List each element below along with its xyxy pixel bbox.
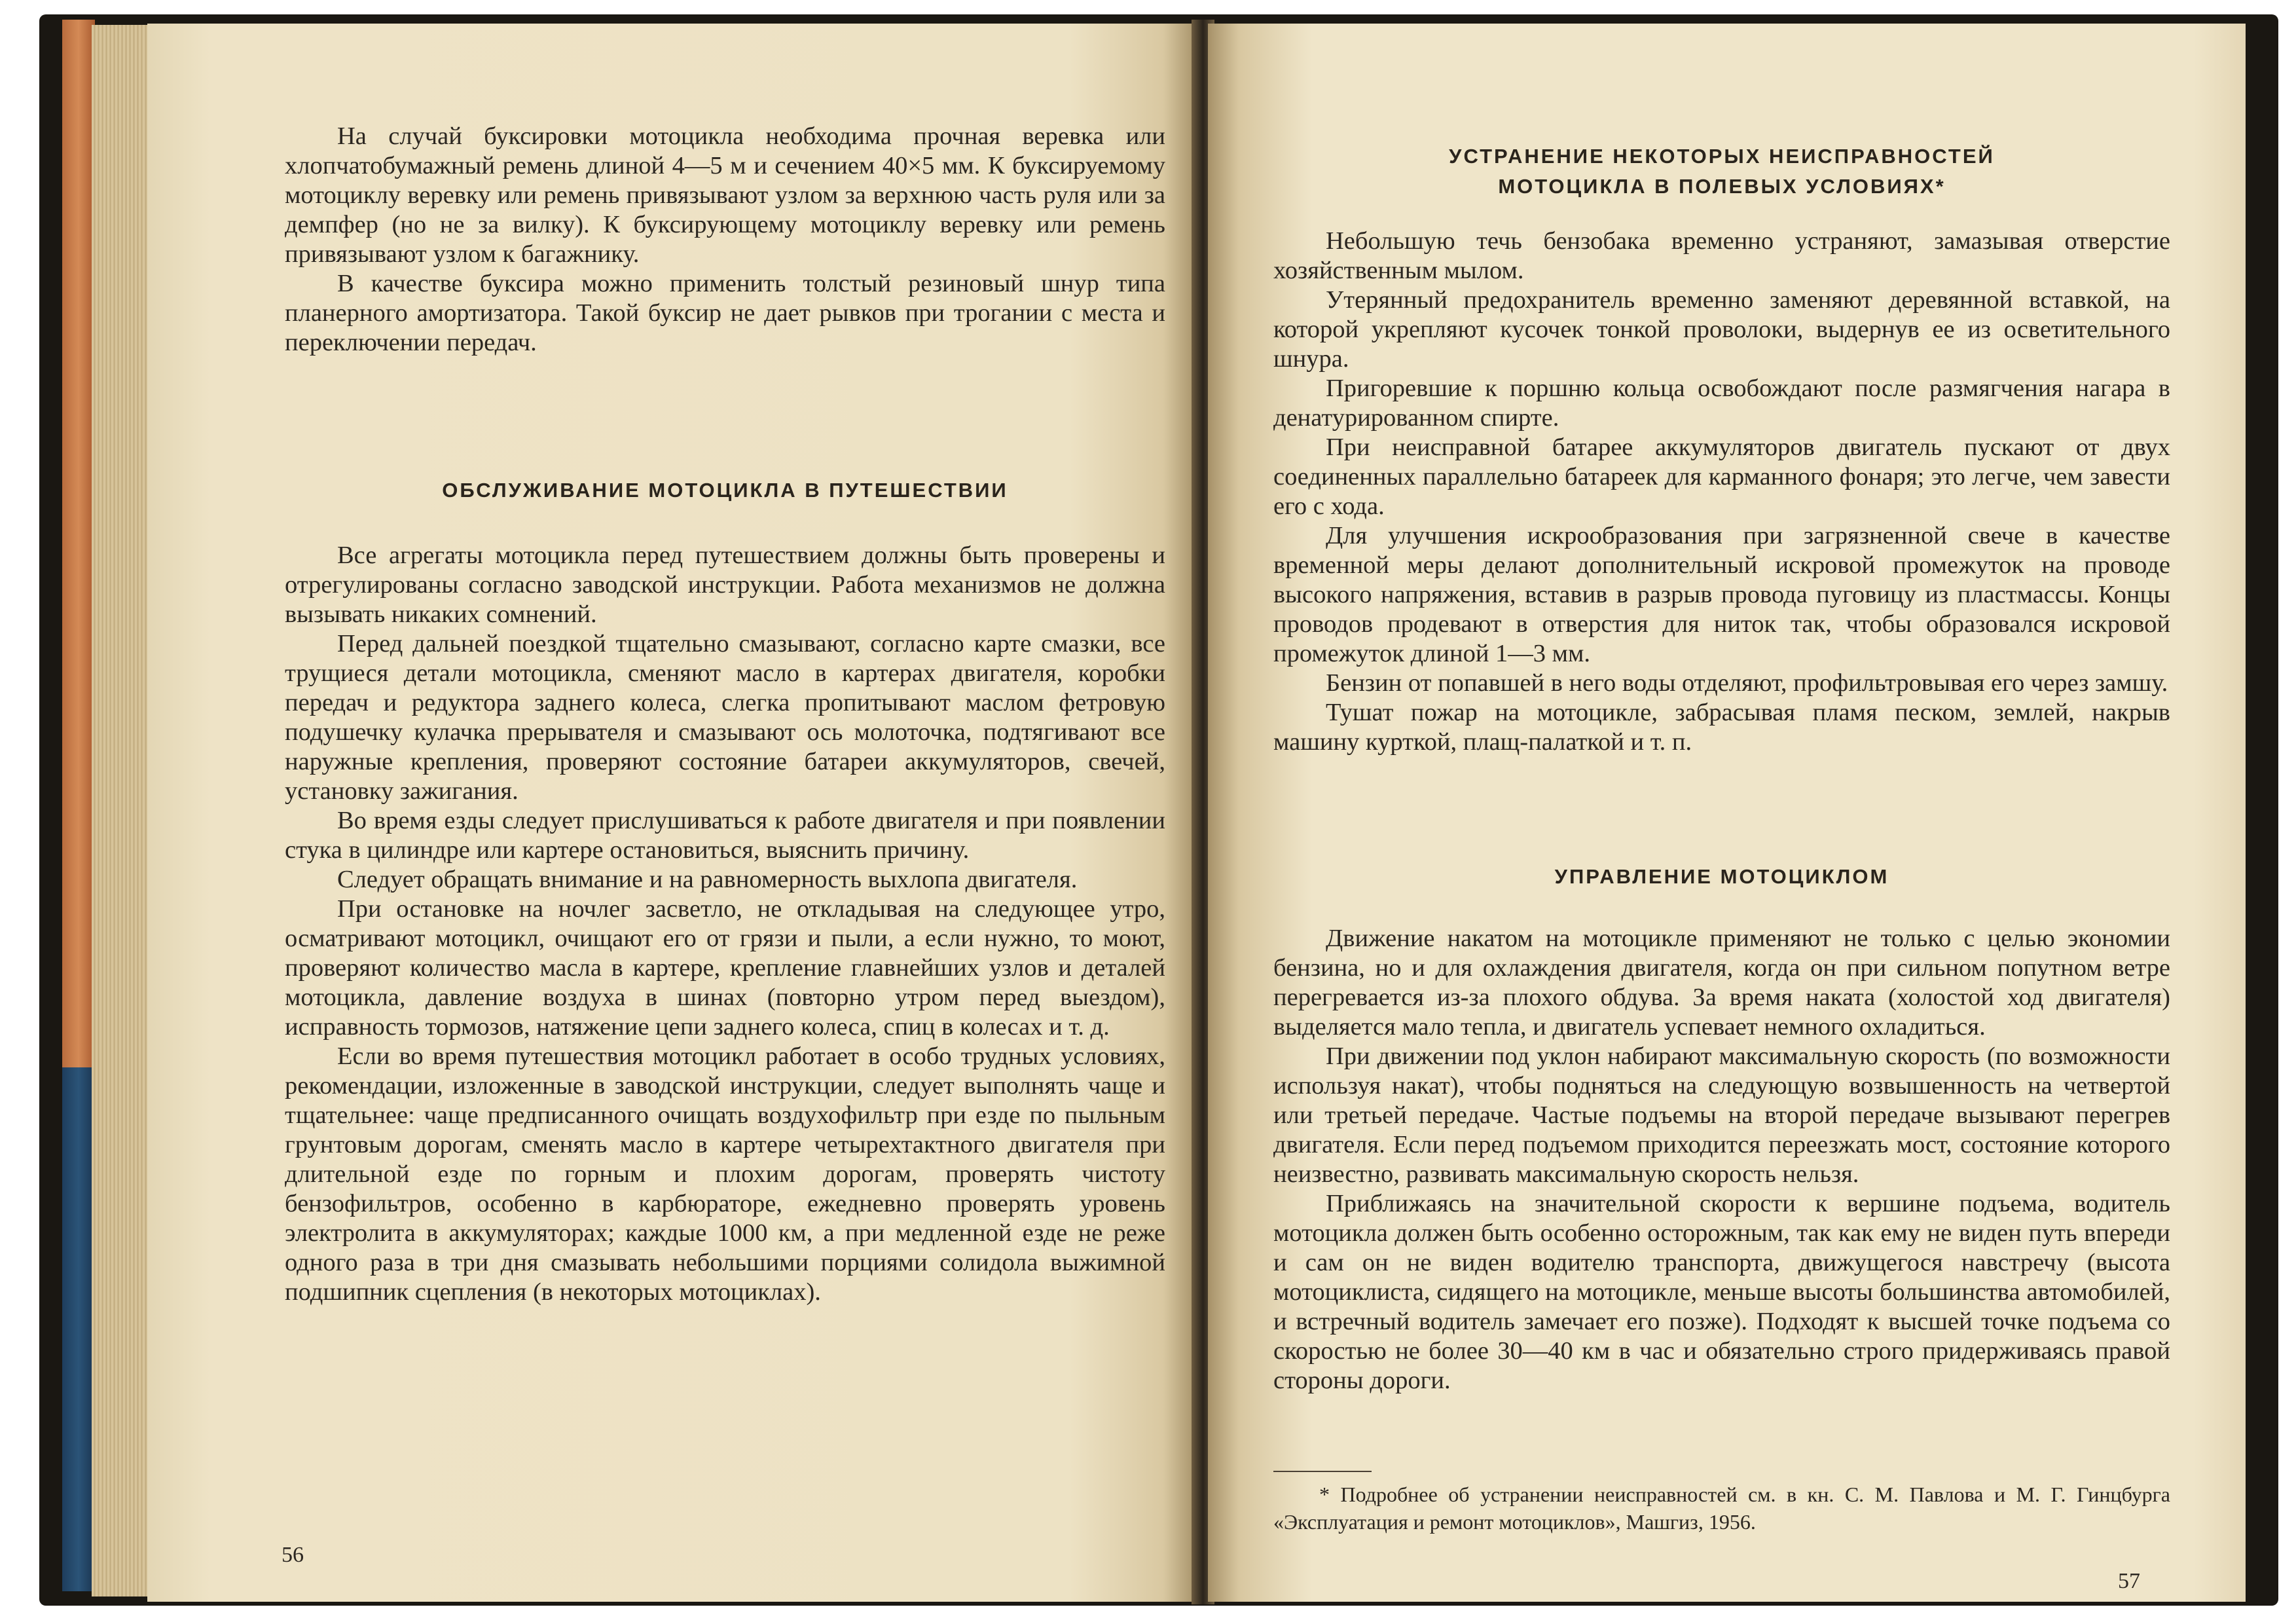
book-cover-edge-blue	[62, 1067, 95, 1591]
paragraph: Все агрегаты мотоцикла перед путешествием должны быть проверены и отрегулированы согласно заводской инструкции. Работа механизмов не должна вызывать никаких сомнений.	[285, 542, 1165, 628]
right-page	[1208, 24, 2246, 1602]
paragraph: При неисправной батарее аккумуляторов двигатель пускают от двух соединенных параллельно батареек для карманного фонаря; это легче, чем завести его с хода.	[1273, 434, 2170, 520]
paragraph: При остановке на ночлег засветло, не откладывая на следующее утро, осматривают мотоцикл, очищают его от грязи и пыли, а если нужно, то моют, проверяют количество масла в картере, крепление главнейших узлов и деталей мотоцикла, давление воздуха в шинах (повторно утром перед выездом), исправность тормозов, натяжение цепи заднего колеса, спиц в колесах и т. д.	[285, 895, 1165, 1041]
footnote-divider	[1273, 1471, 1372, 1472]
footnote-text: * Подробнее об устранении неисправностей см. в кн. С. М. Павлова и М. Г. Гинцбурга «Эксплуатация и ремонт мотоциклов», Машгиз, 1956.	[1273, 1483, 2170, 1534]
left-intro-text	[285, 122, 1165, 358]
paragraph: При движении под уклон набирают максимальную скорость (по возможности используя накат), чтобы подняться на следующую возвышенность на четвертой или третьей передаче. Частые подъемы на второй передаче вызывают перегрев двигателя. Если перед подъемом приходится переезжать мост, состояние которого неизвестно, развивать максимальную скорость нельзя.	[1273, 1043, 2170, 1188]
footnote	[1273, 1481, 2170, 1536]
paragraph: На случай буксировки мотоцикла необходима прочная веревка или хлопчатобумажный ремень длиной 4—5 м и сечением 40×5 мм. К буксируемому мотоциклу веревку или ремень привязывают узлом за верхнюю часть руля или за демпфер (но не за вилку). К буксирующему мотоциклу веревку или ремень привязывают узлом к багажнику.	[285, 122, 1165, 268]
left-page	[147, 24, 1195, 1602]
paragraph: Пригоревшие к поршню кольца освобождают после размягчения нагара в денатурированном спирте.	[1273, 375, 2170, 432]
section-heading: ОБСЛУЖИВАНИЕ МОТОЦИКЛА В ПУТЕШЕСТВИИ	[442, 479, 1008, 502]
paragraph: Во время езды следует прислушиваться к работе двигателя и при появлении стука в цилиндре или картере остановиться, выяснить причину.	[285, 807, 1165, 864]
paragraph: Перед дальней поездкой тщательно смазывают, согласно карте смазки, все трущиеся детали мотоцикла, сменяют масло в картерах двигателя, коробки передач и редуктора заднего колеса, слегка пропитывают маслом фетровую подушечку кулачка прерывателя и смазывают ось молоточка, подтягивают все наружные крепления, проверяют состояние батареи аккумуляторов, свечей, установку зажигания.	[285, 630, 1165, 805]
paragraph: Для улучшения искрообразования при загрязненной свече в качестве временной меры делают дополнительный искровой промежуток на проводе высокого напряжения, вставив в разрыв провода пуговицу из пластмассы. Концы проводов продевают в отверстия для ниток так, чтобы образовался искровой промежуток длиной 1—3 мм.	[1273, 522, 2170, 667]
paragraph: Если во время путешествия мотоцикл работает в особо трудных условиях, рекомендации, изложенные в заводской инструкции, следует выполнять чаще и тщательнее: чаще предписанного очищать воздухофильтр при езде по пыльным грунтовым дорогам, сменять масло в картере четырехтактного двигателя при длительной езде по горным и плохим дорогам, проверять чистоту бензофильтров, особенно в карбюраторе, ежедневно проверять уровень электролита в аккумуляторах; каждые 1000 км, а при медленной езде не реже одного раза в три дня смазывать небольшими порциями солидола выжимной подшипник сцепления (в некоторых мотоциклах).	[285, 1043, 1165, 1306]
paragraph: Небольшую течь бензобака временно устраняют, замазывая отверстие хозяйственным мылом.	[1273, 227, 2170, 284]
paragraph: Утерянный предохранитель временно заменяют деревянной вставкой, на которой укрепляют кусочек тонкой проволоки, выдернув ее из осветительного шнура.	[1273, 286, 2170, 373]
page-number: 57	[2118, 1569, 2140, 1593]
page-number: 56	[282, 1543, 304, 1567]
heading-line: МОТОЦИКЛА В ПОЛЕВЫХ УСЛОВИЯХ*	[1498, 175, 1946, 198]
paragraph: Тушат пожар на мотоцикле, забрасывая пламя песком, землей, накрыв машину курткой, плащ-палаткой и т. п.	[1273, 699, 2170, 756]
paragraph: Приближаясь на значительной скорости к вершине подъема, водитель мотоцикла должен быть особенно осторожным, так как ему не виден путь впереди и сам он не виден водителю транспорта, движущегося навстречу (высота мотоциклиста, сидящего на мотоцикле, меньше высоты большинства автомобилей, и встречный водитель замечает его позже). Подходят к высшей точке подъема со скоростью не более 30—40 км в час и обязательно строго придерживаясь правой стороны дороги.	[1273, 1190, 2170, 1394]
paragraph: Движение накатом на мотоцикле применяют не только с целью экономии бензина, но и для охлаждения двигателя, когда он при сильном попутном ветре перегревается из-за плохого обдува. За время наката (холостой ход двигателя) выделяется мало тепла, и двигатель успевает немного охладиться.	[1273, 925, 2170, 1041]
heading-line: УСТРАНЕНИЕ НЕКОТОРЫХ НЕИСПРАВНОСТЕЙ	[1449, 145, 1995, 168]
book-cover-edge	[62, 20, 95, 1067]
paragraph: Следует обращать внимание и на равномерность выхлопа двигателя.	[337, 866, 1078, 893]
section-heading: УПРАВЛЕНИЕ МОТОЦИКЛОМ	[1554, 865, 1889, 888]
section-heading	[1273, 141, 2170, 202]
paragraph: В качестве буксира можно применить толстый резиновый шнур типа планерного амортизатора. Такой буксир не дает рывков при трогании с места и переключении передач.	[285, 270, 1165, 356]
paragraph: Бензин от попавшей в него воды отделяют, профильтровывая его через замшу.	[1326, 669, 2168, 697]
left-section-text	[285, 541, 1165, 1307]
repair-text	[1273, 227, 2170, 757]
control-text	[1273, 924, 2170, 1395]
